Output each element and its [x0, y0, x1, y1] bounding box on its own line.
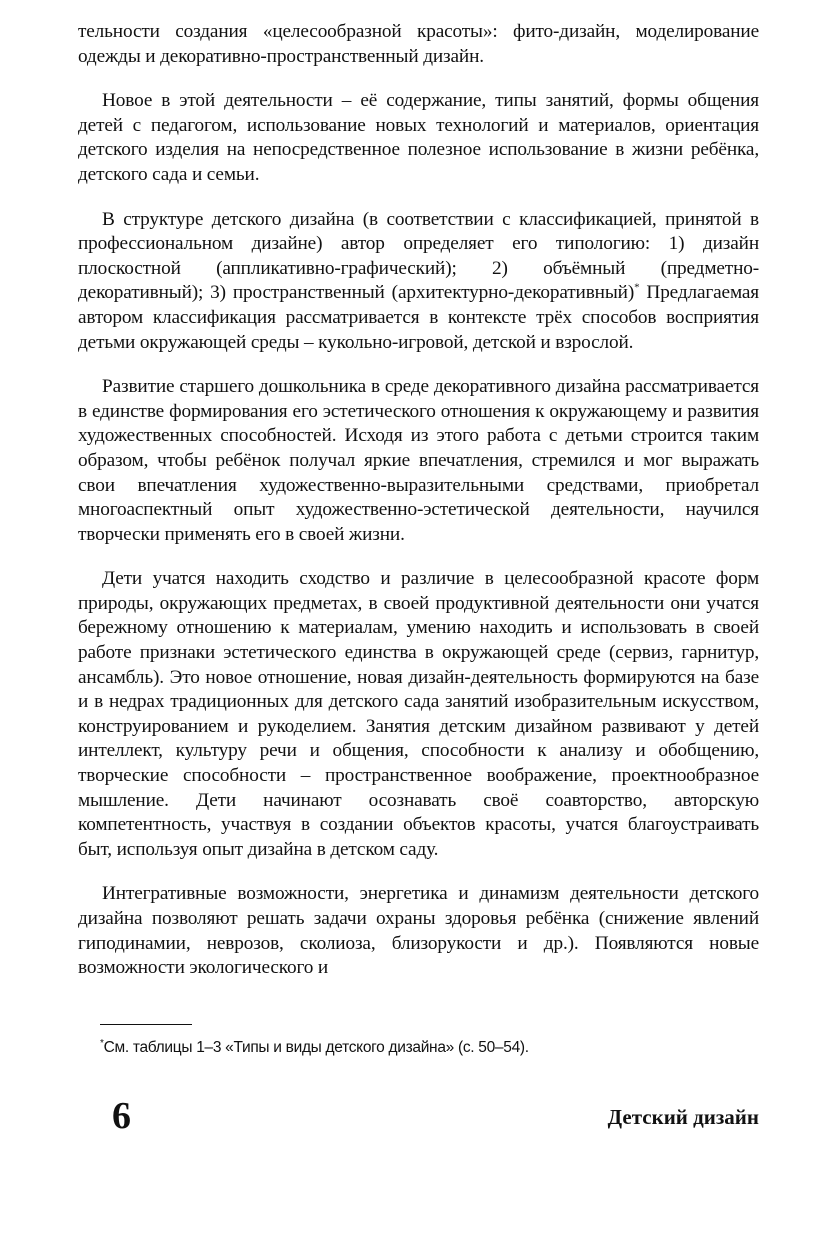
- paragraph-4: Развитие старшего дошкольника в среде декоративного дизайна рассматривается в единстве формирования его эстетического отношения к окружающему и развития художественных способностей. Исходя из этого работа с детьми строится таким образом, чтобы ребёнок получал яркие впечатления, стремился и мог выражать свои впечатления художественно-выразительными средствами, приобретал многоаспектный опыт художественно-эстетической деятельности, научился творчески применять его в своей жизни.: [78, 376, 759, 545]
- paragraph-6: Интегративные возможности, энергетика и динамизм деятельности детского дизайна позволяют решать задачи охраны здоровья ребёнка (снижение явлений гиподинамии, неврозов, сколиоза, близорукости и др.). Появляются новые возможности экологического и: [78, 883, 759, 979]
- paragraph-3: [78, 208, 759, 356]
- page-body: [78, 20, 759, 1001]
- paragraph-5: Дети учатся находить сходство и различие в целесообразной красоте форм природы, окружающих предметах, в своей продуктивной деятельности они учатся бережному отношению к материалам, умению находить и использовать в своей работе признаки эстетического единства в окружающей среде (сервиз, гарнитур, ансамбль). Это новое отношение, новая дизайн-деятельность формируются на базе и в недрах традиционных для детского сада занятий изобразительным искусством, конструированием и рукоделием. Занятия детским дизайном развивают у детей интеллект, культуру речи и общения, способности к анализу и обобщению, творческие способности – пространственное воображение, проектнообразное мышление. Дети начинают осознавать своё соавторство, авторскую компетентность, участвуя в создании объектов красоты, учатся благоустраивать быт, используя опыт дизайна в детском саду.: [78, 568, 759, 860]
- running-title: Детский дизайн: [607, 1105, 759, 1129]
- page-number: 6: [112, 1095, 131, 1137]
- paragraph-3-text: В структуре детского дизайна (в соответствии с классификацией, принятой в профессиональном дизайне) автор определяет его типологию: 1) дизайн плоскостной (аппликативно-графический); 2) объёмный (предметно-декоративный); 3) пространственный (архитектурно-декоративный): [78, 208, 759, 304]
- paragraph-2: Новое в этой деятельности – её содержание, типы занятий, формы общения детей с педагогом, использование новых технологий и материалов, ориентация детского изделия на непосредственное полезное использование в жизни ребёнка, детского сада и семьи.: [78, 90, 759, 185]
- footnote-reference: *: [634, 281, 640, 294]
- footnote-marker: *: [100, 1038, 104, 1049]
- paragraph-1: тельности создания «целесообразной красоты»: фито-дизайн, моделирование одежды и декоративно-пространственный дизайн.: [78, 21, 759, 67]
- footnote-divider: [100, 1024, 192, 1025]
- footnote: [100, 1034, 740, 1058]
- paragraph-3-continuation: Предлагаемая автором классификация рассматривается в контексте трёх способов восприятия детьми окружающей среды – кукольно-игровой, детской и взрослой.: [78, 282, 760, 353]
- footnote-text: См. таблицы 1–3 «Типы и виды детского дизайна» (с. 50–54).: [103, 1039, 529, 1057]
